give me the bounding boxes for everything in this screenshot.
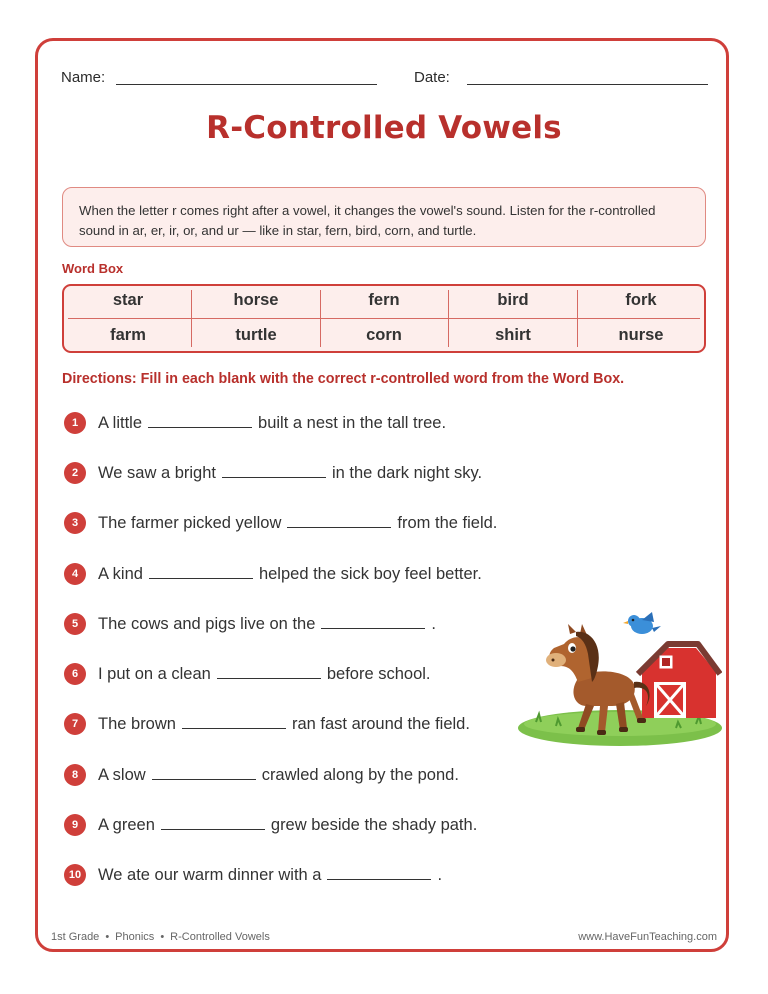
word-box-divider: [68, 318, 700, 319]
word-fork: fork: [625, 291, 657, 309]
question-text: [98, 511, 497, 534]
question-number: 1: [64, 412, 86, 434]
date-field[interactable]: [467, 84, 708, 85]
question-before: The brown: [98, 715, 176, 733]
page-title: R-Controlled Vowels: [206, 110, 562, 146]
separator-dot-icon: •: [105, 931, 110, 943]
question-after: built a nest in the tall tree.: [258, 414, 447, 432]
footer-grade: 1st Grade: [51, 931, 100, 943]
question-after: in the dark night sky.: [332, 464, 483, 482]
footer-topic: R-Controlled Vowels: [170, 931, 270, 943]
footer-site-link[interactable]: www.HaveFunTeaching.com: [578, 931, 717, 943]
question-text: [98, 411, 446, 434]
question-after: from the field.: [397, 514, 498, 532]
intro-text: When the letter r comes right after a vowel, it changes the vowel's sound. Listen for the r-controlled sound in ar, er, ir, or, and ur — like in star, fern, bird, corn, and turtle.: [79, 203, 656, 238]
question-before: The farmer picked yellow: [98, 514, 282, 532]
answer-blank[interactable]: [149, 562, 253, 579]
question-number: 6: [64, 663, 86, 685]
answer-blank[interactable]: [321, 612, 425, 629]
question-text: [98, 612, 436, 635]
question-after: .: [437, 866, 443, 884]
question-number: 8: [64, 764, 86, 786]
question-text: [98, 461, 482, 484]
farm-illustration: [516, 610, 722, 750]
question-before: A little: [98, 414, 143, 432]
answer-blank[interactable]: [287, 511, 391, 528]
question-number: 9: [64, 814, 86, 836]
answer-blank[interactable]: [222, 461, 326, 478]
word-corn: corn: [366, 326, 402, 344]
question-number: 10: [64, 864, 86, 886]
question-text: [98, 562, 482, 585]
question-after: ran fast around the field.: [291, 715, 470, 733]
word-bird: bird: [497, 291, 529, 309]
word-turtle: turtle: [235, 326, 277, 344]
question-before: A green: [98, 816, 155, 834]
word-farm: farm: [110, 326, 146, 344]
answer-blank[interactable]: [182, 712, 286, 729]
word-horse: horse: [233, 291, 279, 309]
answer-blank[interactable]: [327, 863, 431, 880]
word-shirt: shirt: [495, 326, 531, 344]
question-before: The cows and pigs live on the: [98, 615, 316, 633]
question-before: A kind: [98, 565, 143, 583]
question-number: 4: [64, 563, 86, 585]
word-nurse: nurse: [618, 326, 664, 344]
footer-breadcrumb: [51, 931, 270, 943]
question-number: 7: [64, 713, 86, 735]
question-before: We saw a bright: [98, 464, 216, 482]
answer-blank[interactable]: [161, 813, 265, 830]
question-text: [98, 763, 459, 786]
answer-blank[interactable]: [152, 763, 256, 780]
question-after: helped the sick boy feel better.: [258, 565, 482, 583]
question-after: before school.: [326, 665, 431, 683]
question-before: A slow: [98, 766, 146, 784]
word-box: [62, 284, 706, 353]
question-text: [98, 712, 470, 735]
word-box-label: Word Box: [62, 261, 124, 276]
answer-blank[interactable]: [217, 662, 321, 679]
red-barn-icon: [638, 644, 720, 718]
footer-subject: Phonics: [115, 931, 155, 943]
question-after: crawled along by the pond.: [261, 766, 459, 784]
word-star: star: [112, 291, 144, 309]
intro-box: [62, 187, 706, 247]
question-after: .: [431, 615, 436, 633]
name-label: Name:: [61, 69, 106, 86]
date-label: Date:: [414, 69, 450, 86]
question-text: [98, 813, 477, 836]
question-text: [98, 863, 442, 886]
question-number: 5: [64, 613, 86, 635]
question-after: grew beside the shady path.: [270, 816, 478, 834]
separator-dot-icon: •: [160, 931, 165, 943]
word-fern: fern: [368, 291, 400, 309]
question-number: 2: [64, 462, 86, 484]
question-text: [98, 662, 431, 685]
question-number: 3: [64, 512, 86, 534]
question-before: We ate our warm dinner with a: [98, 866, 322, 884]
directions: Directions: Fill in each blank with the correct r-controlled word from the Word Box.: [62, 371, 625, 387]
question-before: I put on a clean: [98, 665, 211, 683]
answer-blank[interactable]: [148, 411, 252, 428]
bluebird-icon: [623, 612, 661, 634]
name-field[interactable]: [116, 84, 377, 85]
